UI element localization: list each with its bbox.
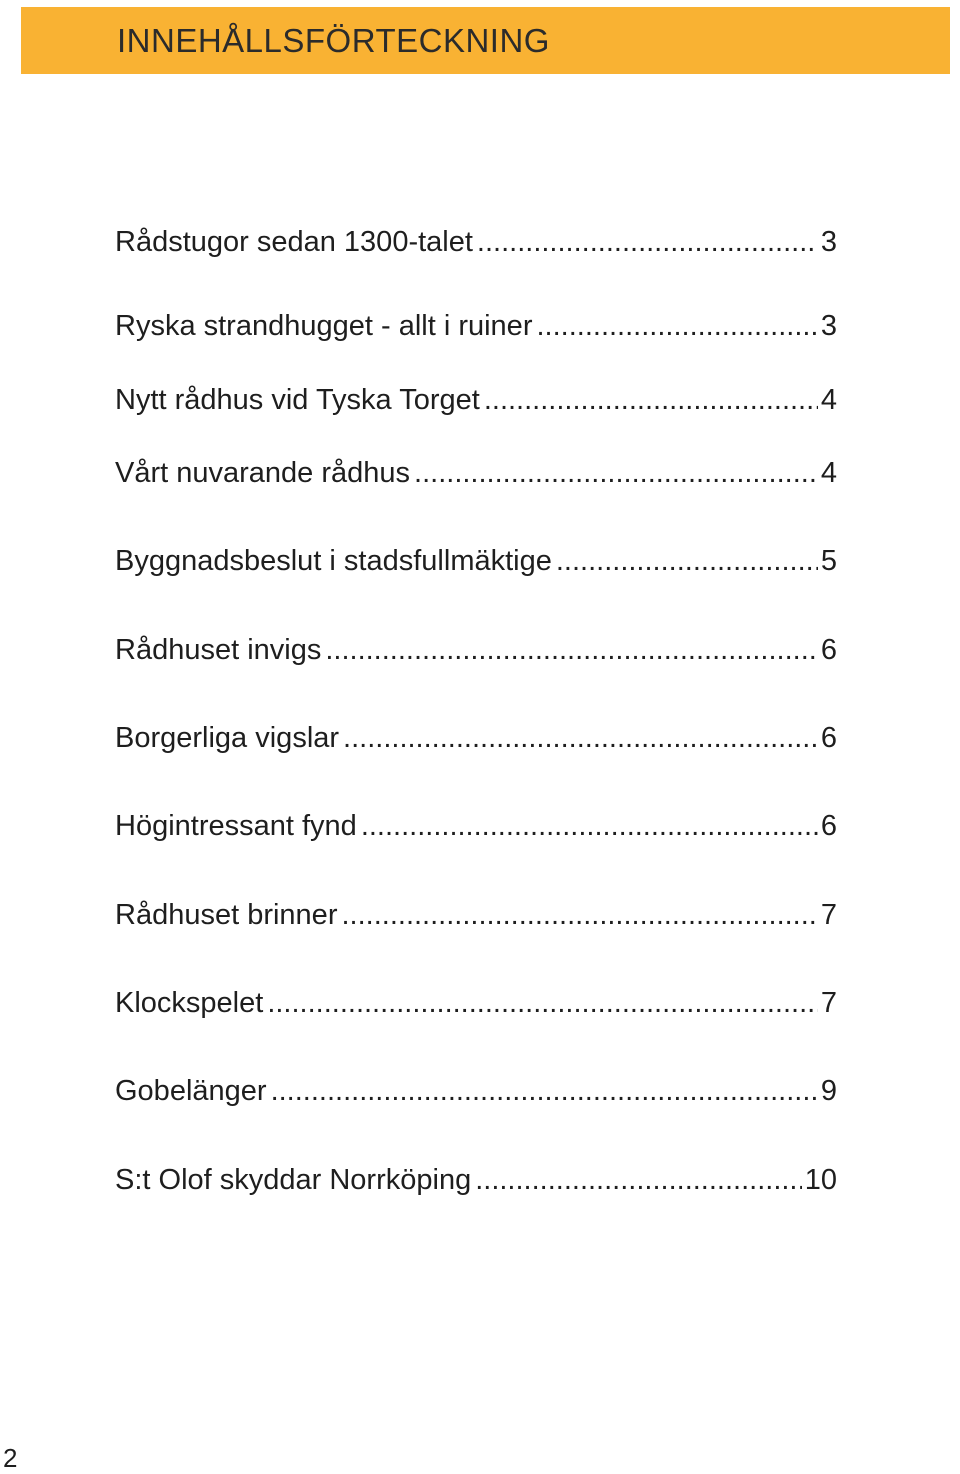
toc-entry[interactable] bbox=[115, 806, 837, 846]
toc-entry-page: 3 bbox=[820, 310, 837, 342]
toc-entry[interactable] bbox=[115, 718, 837, 758]
toc-entry-page: 9 bbox=[820, 1075, 837, 1107]
toc-entry-title: Gobelänger bbox=[115, 1075, 267, 1107]
toc-entry[interactable] bbox=[115, 380, 837, 420]
toc-entry[interactable] bbox=[115, 983, 837, 1023]
toc-entry-page: 7 bbox=[820, 987, 837, 1019]
page-number: 2 bbox=[3, 1443, 18, 1473]
header-band bbox=[21, 7, 950, 74]
toc-entry[interactable] bbox=[115, 306, 837, 346]
toc-entry-title: Vårt nuvarande rådhus bbox=[115, 457, 411, 489]
toc-dot-leader bbox=[475, 1160, 802, 1200]
toc-dot-leader bbox=[343, 718, 818, 758]
toc-dot-leader bbox=[484, 380, 818, 420]
toc-entry-page: 6 bbox=[820, 722, 837, 754]
toc-dot-leader bbox=[536, 306, 817, 346]
toc-entry-page: 5 bbox=[820, 545, 837, 577]
page-title: INNEHÅLLSFÖRTECKNING bbox=[117, 21, 550, 59]
toc-dot-leader bbox=[267, 983, 818, 1023]
toc-entry[interactable] bbox=[115, 541, 837, 581]
toc-entry[interactable] bbox=[115, 222, 837, 262]
toc-entry-page: 7 bbox=[820, 899, 837, 931]
toc-entry-title: Rådstugor sedan 1300-talet bbox=[115, 226, 473, 258]
toc-dot-leader bbox=[361, 806, 818, 846]
toc-entry-title: Rådhuset brinner bbox=[115, 899, 338, 931]
toc-entry-title: Byggnadsbeslut i stadsfullmäktige bbox=[115, 545, 552, 577]
toc-entry-title: S:t Olof skyddar Norrköping bbox=[115, 1164, 472, 1196]
toc-dot-leader bbox=[271, 1071, 818, 1111]
toc-entry-page: 3 bbox=[820, 226, 837, 258]
toc-entry[interactable] bbox=[115, 630, 837, 670]
toc-entry[interactable] bbox=[115, 1160, 837, 1200]
toc-dot-leader bbox=[341, 895, 817, 935]
toc-entry-page: 6 bbox=[820, 634, 837, 666]
toc-entry[interactable] bbox=[115, 895, 837, 935]
toc-entry-title: Rådhuset invigs bbox=[115, 634, 322, 666]
toc-entry[interactable] bbox=[115, 1071, 837, 1111]
toc-entry-page: 6 bbox=[820, 810, 837, 842]
toc-entry-title: Klockspelet bbox=[115, 987, 264, 1019]
toc-dot-leader bbox=[414, 453, 818, 493]
toc-entry-title: Nytt rådhus vid Tyska Torget bbox=[115, 384, 480, 416]
toc-dot-leader bbox=[477, 222, 818, 262]
toc-entry-title: Ryska strandhugget - allt i ruiner bbox=[115, 310, 533, 342]
toc-entry-title: Högintressant fynd bbox=[115, 810, 357, 842]
toc-dot-leader bbox=[325, 630, 818, 670]
toc-entry-page: 4 bbox=[820, 457, 837, 489]
toc-dot-leader bbox=[556, 541, 818, 581]
toc-entry-page: 4 bbox=[820, 384, 837, 416]
toc-entry-page: 10 bbox=[804, 1164, 837, 1196]
toc-entry[interactable] bbox=[115, 453, 837, 493]
toc-entry-title: Borgerliga vigslar bbox=[115, 722, 340, 754]
